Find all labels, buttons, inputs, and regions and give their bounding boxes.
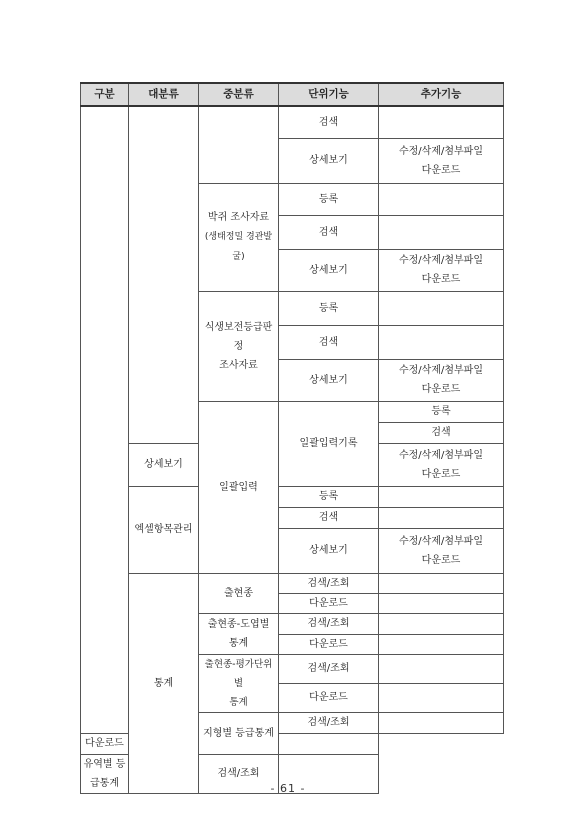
unit-function-cell: 검색 <box>279 507 379 528</box>
extra-function-cell <box>279 733 379 754</box>
unit-function-cell: 등록 <box>279 183 379 215</box>
unit-function-cell: 검색 <box>279 325 379 359</box>
middle-cell-appearance-species: 출현종 <box>199 573 279 613</box>
extra-function-cell <box>379 593 504 613</box>
middle-cell-excel-item: 엑셀항목관리 <box>129 486 199 573</box>
extra-function-cell: 수정/삭제/첨부파일 다운로드 <box>379 359 504 401</box>
header-major: 대분류 <box>129 83 199 106</box>
unit-function-cell: 검색/조회 <box>279 712 379 733</box>
middle-cell-appearance-by-unit: 출현종-평가단위별 통계 <box>199 654 279 712</box>
unit-function-cell: 등록 <box>279 291 379 325</box>
table-row <box>81 573 504 593</box>
unit-function-cell: 다운로드 <box>81 733 129 754</box>
middle-cell-terrain-grade: 지형별 등급통계 <box>199 712 279 754</box>
major-cell-continued <box>129 106 199 443</box>
table-header-row <box>81 83 504 106</box>
unit-function-cell: 상세보기 <box>279 138 379 183</box>
unit-function-cell: 다운로드 <box>279 683 379 712</box>
middle-cell-vegetation-grade: 식생보전등급판정 조사자료 <box>199 291 279 401</box>
header-middle: 중분류 <box>199 83 279 106</box>
middle-cell-batch-record: 일괄입력기록 <box>279 401 379 486</box>
header-extra-function: 추가기능 <box>379 83 504 106</box>
middle-cell-appearance-by-map: 출현종-도엽별 통계 <box>199 613 279 654</box>
major-cell-stats: 통계 <box>129 573 199 793</box>
extra-function-cell: 수정/삭제/첨부파일 다운로드 <box>379 138 504 183</box>
unit-function-cell: 상세보기 <box>279 359 379 401</box>
extra-function-cell <box>379 634 504 654</box>
extra-function-cell <box>379 507 504 528</box>
extra-function-cell <box>379 486 504 507</box>
extra-function-cell <box>379 106 504 138</box>
extra-function-cell: 수정/삭제/첨부파일 다운로드 <box>379 528 504 573</box>
extra-function-cell <box>379 325 504 359</box>
unit-function-cell: 다운로드 <box>279 634 379 654</box>
unit-function-cell: 검색 <box>279 215 379 249</box>
unit-function-cell: 검색/조회 <box>279 654 379 683</box>
extra-function-cell <box>379 654 504 683</box>
category-cell <box>81 106 129 733</box>
middle-cell-continued <box>199 106 279 183</box>
extra-function-cell <box>379 683 504 712</box>
unit-function-cell: 검색/조회 <box>279 613 379 634</box>
unit-function-cell: 등록 <box>379 401 504 422</box>
major-cell-batch-input: 일괄입력 <box>199 401 279 573</box>
unit-function-cell: 상세보기 <box>129 443 199 486</box>
extra-function-cell <box>379 291 504 325</box>
middle-cell-basin-grade: 유역별 등급통계 <box>81 754 129 793</box>
extra-function-cell <box>379 183 504 215</box>
function-spec-table <box>80 82 504 794</box>
unit-function-cell: 다운로드 <box>279 593 379 613</box>
unit-function-cell: 검색 <box>379 422 504 443</box>
unit-function-cell: 상세보기 <box>279 528 379 573</box>
unit-function-cell: 검색/조회 <box>279 573 379 593</box>
page-number: - 61 - <box>270 782 306 795</box>
extra-function-cell: 수정/삭제/첨부파일 다운로드 <box>379 443 504 486</box>
header-category: 구분 <box>81 83 129 106</box>
extra-function-cell <box>379 573 504 593</box>
table-row <box>81 106 504 138</box>
extra-function-cell <box>379 712 504 733</box>
unit-function-cell: 검색/조회 <box>199 754 279 793</box>
unit-function-cell: 검색 <box>279 106 379 138</box>
extra-function-cell <box>379 215 504 249</box>
header-unit-function: 단위기능 <box>279 83 379 106</box>
extra-function-cell: 수정/삭제/첨부파일 다운로드 <box>379 249 504 291</box>
extra-function-cell <box>379 613 504 634</box>
middle-cell-bat-survey: 박쥐 조사자료 (생태정밀 경관발굴) <box>199 183 279 291</box>
unit-function-cell: 상세보기 <box>279 249 379 291</box>
table-row <box>81 486 504 507</box>
unit-function-cell: 등록 <box>279 486 379 507</box>
